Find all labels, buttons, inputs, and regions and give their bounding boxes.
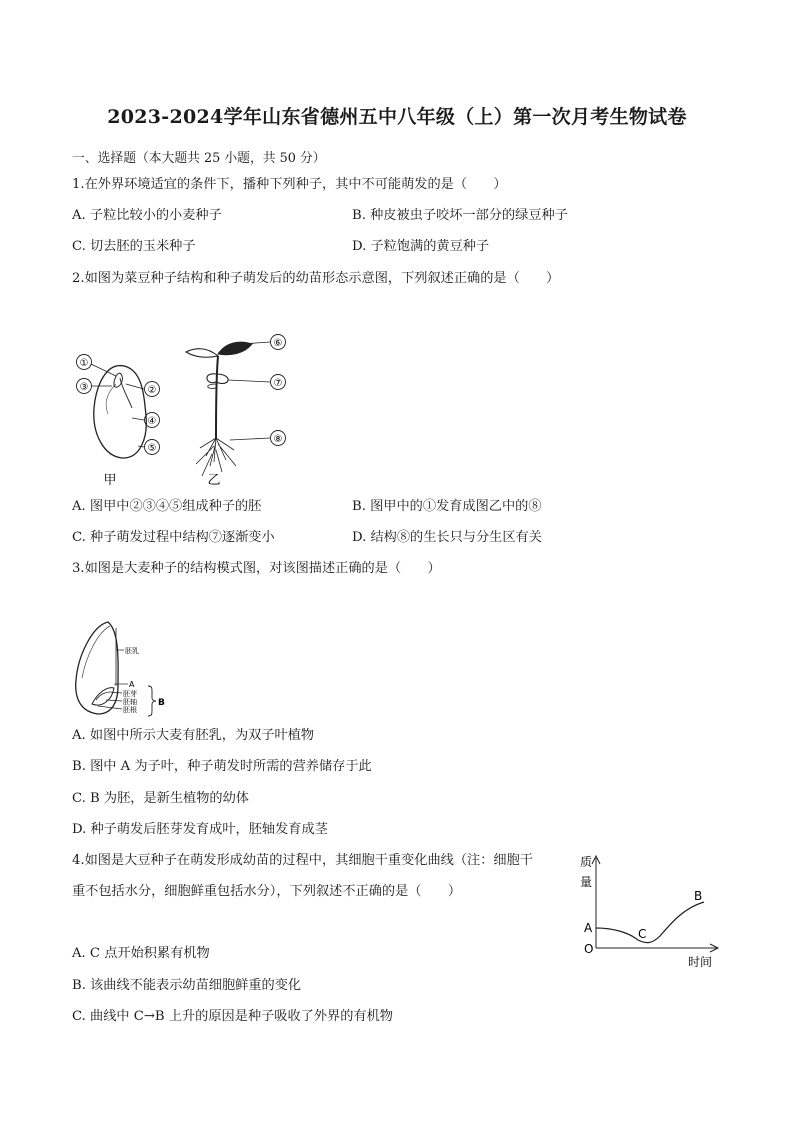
label-4: ④ (147, 416, 157, 427)
y-axis-label-2: 量 (580, 875, 593, 889)
q4-stem-line1: 4.如图是大豆种子在萌发形成幼苗的过程中，其细胞干重变化曲线（注：细胞干 (72, 853, 533, 868)
label-hypocotyl: 胚轴 (123, 698, 137, 706)
q2-option-a: A. 图甲中②③④⑤组成种子的胚 (72, 499, 262, 514)
y-axis-label-1: 质 (580, 855, 593, 869)
label-radicle: 胚根 (123, 706, 137, 714)
point-b-label: B (694, 889, 703, 903)
q3-stem: 3.如图是大麦种子的结构模式图，对该图描述正确的是（ ） (72, 561, 441, 576)
q3-option-a: A. 如图中所示大麦有胚乳，为双子叶植物 (72, 728, 315, 743)
caption-jia: 甲 (103, 473, 117, 488)
section-header: 一、选择题（本大题共 25 小题，共 50 分） (72, 151, 326, 166)
q4-option-c: C. 曲线中 C→B 上升的原因是种子吸收了外界的有机物 (72, 1009, 393, 1024)
label-3: ③ (79, 382, 89, 393)
q4-option-b: B. 该曲线不能表示幼苗细胞鲜重的变化 (72, 978, 302, 993)
page-title: 2023-2024学年山东省德州五中八年级（上）第一次月考生物试卷 (107, 106, 687, 128)
q2-option-d: D. 结构⑧的生长只与分生区有关 (352, 530, 542, 545)
barley-seed-figure (68, 616, 178, 722)
label-5: ⑤ (147, 443, 157, 454)
label-1: ① (79, 358, 89, 369)
q1-option-c: C. 切去胚的玉米种子 (72, 239, 196, 254)
caption-yi: 乙 (207, 473, 221, 488)
label-6: ⑥ (273, 338, 283, 349)
q2-stem: 2.如图为菜豆种子结构和种子萌发后的幼苗形态示意图，下列叙述正确的是（ ） (72, 271, 560, 286)
q3-option-d: D. 种子萌发后胚芽发育成叶，胚轴发育成茎 (72, 822, 328, 837)
label-8: ⑧ (273, 434, 283, 445)
dry-weight-curve-graph (572, 852, 732, 970)
q1-option-b: B. 种皮被虫子咬坏一部分的绿豆种子 (352, 208, 568, 223)
point-a-label: A (584, 921, 593, 935)
q2-option-c: C. 种子萌发过程中结构⑦逐渐变小 (72, 530, 275, 545)
q4-stem-line2: 重不包括水分，细胞鲜重包括水分），下列叙述不正确的是（ ） (72, 884, 462, 899)
q2-option-b: B. 图甲中的①发育成图乙中的⑧ (352, 499, 542, 514)
origin-label: O (584, 942, 594, 956)
dry-weight-curve (596, 902, 704, 943)
q3-option-b: B. 图中 A 为子叶，种子萌发时所需的营养储存于此 (72, 759, 372, 774)
q4-option-a: A. C 点开始积累有机物 (72, 946, 210, 961)
q1-option-d: D. 子粒饱满的黄豆种子 (352, 239, 490, 254)
q1-option-a: A. 子粒比较小的小麦种子 (72, 208, 222, 223)
label-b: B (158, 698, 165, 708)
point-c-label: C (638, 927, 647, 941)
label-plumule: 胚芽 (123, 690, 137, 698)
label-7: ⑦ (273, 378, 283, 389)
label-2: ② (147, 385, 157, 396)
q1-stem: 1.在外界环境适宜的条件下，播种下列种子，其中不可能萌发的是（ ） (72, 177, 507, 192)
x-axis-label: 时间 (688, 955, 713, 969)
q3-option-c: C. B 为胚，是新生植物的幼体 (72, 791, 249, 806)
bean-seed-seedling-figure (66, 326, 306, 490)
label-a: A (129, 680, 135, 689)
label-endosperm: 胚乳 (125, 647, 139, 655)
